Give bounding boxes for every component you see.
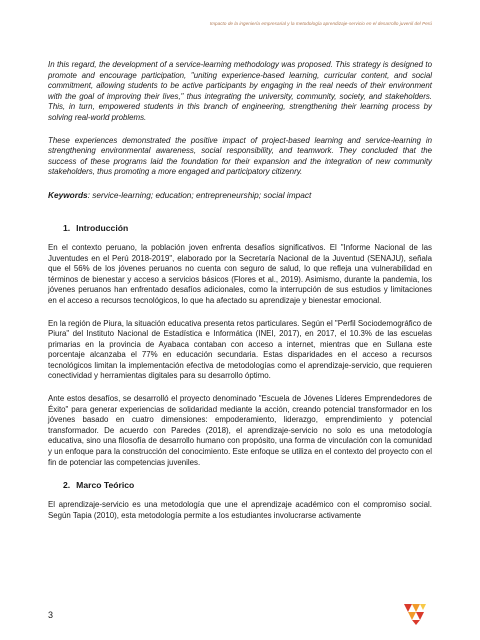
intro-paragraph-1: En el contexto peruano, la población joven enfrenta desafíos significativos. El "Informe Nacional de las Juventudes en el Perú 2018-2019", elaborado por la Secretaría Nacional de la Juventud (SENAJU), señala que el 56% de los jóvenes peruanos no cuenta con seguro de salud, lo que refleja una vulnerabilidad en términos de bienestar y acceso a servicios básicos (Flores et al., 2019). Asimismo, durante la pandemia, los jóvenes peruanos han enfrentado desafíos adicionales, como la interrupción de sus estudios y limitaciones en el acceso a recursos tecnológicos, lo que ha afectado su aprendizaje y bienestar emocional. (48, 242, 432, 305)
section-heading-theory (63, 480, 432, 491)
section-number: 2. (63, 480, 71, 491)
abstract-paragraph-2: These experiences demonstrated the positive impact of project-based learning and service-learning in strengthening environmental awareness, social responsibility, and teamwork. They concluded that the success of these programs laid the foundation for their expansion and the integration of new community stakeholders, thus promoting a more engaged and participatory citizenry. (48, 135, 432, 177)
keywords-text: : service-learning; education; entrepreneurship; social impact (87, 189, 312, 200)
keywords-line (48, 190, 432, 201)
journal-logo-icon (402, 602, 428, 626)
section-title: Introducción (76, 222, 129, 233)
intro-paragraph-3: Ante estos desafíos, se desarrolló el proyecto denominado "Escuela de Jóvenes Líderes Emprendedores de Éxito" para generar experiencias de solidaridad mediante la acción, creando potencial transformador en los jóvenes basado en cuatro dimensiones: empoderamiento, liderazgo, emprendimiento y potencial transformador. De acuerdo con Paredes (2018), el aprendizaje-servicio no solo es una metodología educativa, sino una filosofía de desarrollo humano con propósito, una forma de vinculación con la comunidad y un enfoque para la construcción del conocimiento. Este enfoque se utiliza en el contexto del proyecto con el fin de potenciar las competencias juveniles. (48, 394, 432, 467)
section-number: 1. (63, 222, 71, 233)
keywords-label: Keywords (48, 189, 88, 200)
section-heading-introduction (63, 223, 432, 234)
section-title: Marco Teórico (76, 480, 135, 491)
running-header: Impacto de la ingeniería empresarial y la metodología aprendizaje-servicio en el desarrollo juvenil del Perú (209, 21, 432, 26)
theory-paragraph-1: El aprendizaje-servicio es una metodología que une el aprendizaje académico con el compromiso social. Según Tapia (2010), esta metodología permite a los estudiantes involucrarse activamente (48, 500, 432, 520)
page-body (48, 60, 432, 521)
page-number: 3 (48, 610, 54, 620)
intro-paragraph-2: En la región de Piura, la situación educativa presenta retos particulares. Según el "Perfil Sociodemográfico de Piura" del Instituto Nacional de Estadística e Informática (INEI, 2017), en 2017, el 10.3% de las escuelas primarias en la provincia de Ayabaca contaban con acceso a internet, mientras que en Sullana este porcentaje alcanzaba el 77% en educación secundaria. Estas disparidades en el acceso a recursos tecnológicos limitan la implementación efectiva de metodologías como el aprendizaje-servicio, que requieren conectividad y herramientas digitales para su desarrollo óptimo. (48, 318, 432, 381)
abstract-paragraph-1: In this regard, the development of a service-learning methodology was proposed. This strategy is designed to promote and encourage participation, "uniting experience-based learning, curricular content, and social commitment, allowing students to be active participants by engaging in the real needs of their environment with the goal of improving their lives," thus integrating the university, community, society, and stakeholders. This, in turn, empowered students in this branch of engineering, strengthening their learning process by solving real-world problems. (48, 60, 432, 122)
